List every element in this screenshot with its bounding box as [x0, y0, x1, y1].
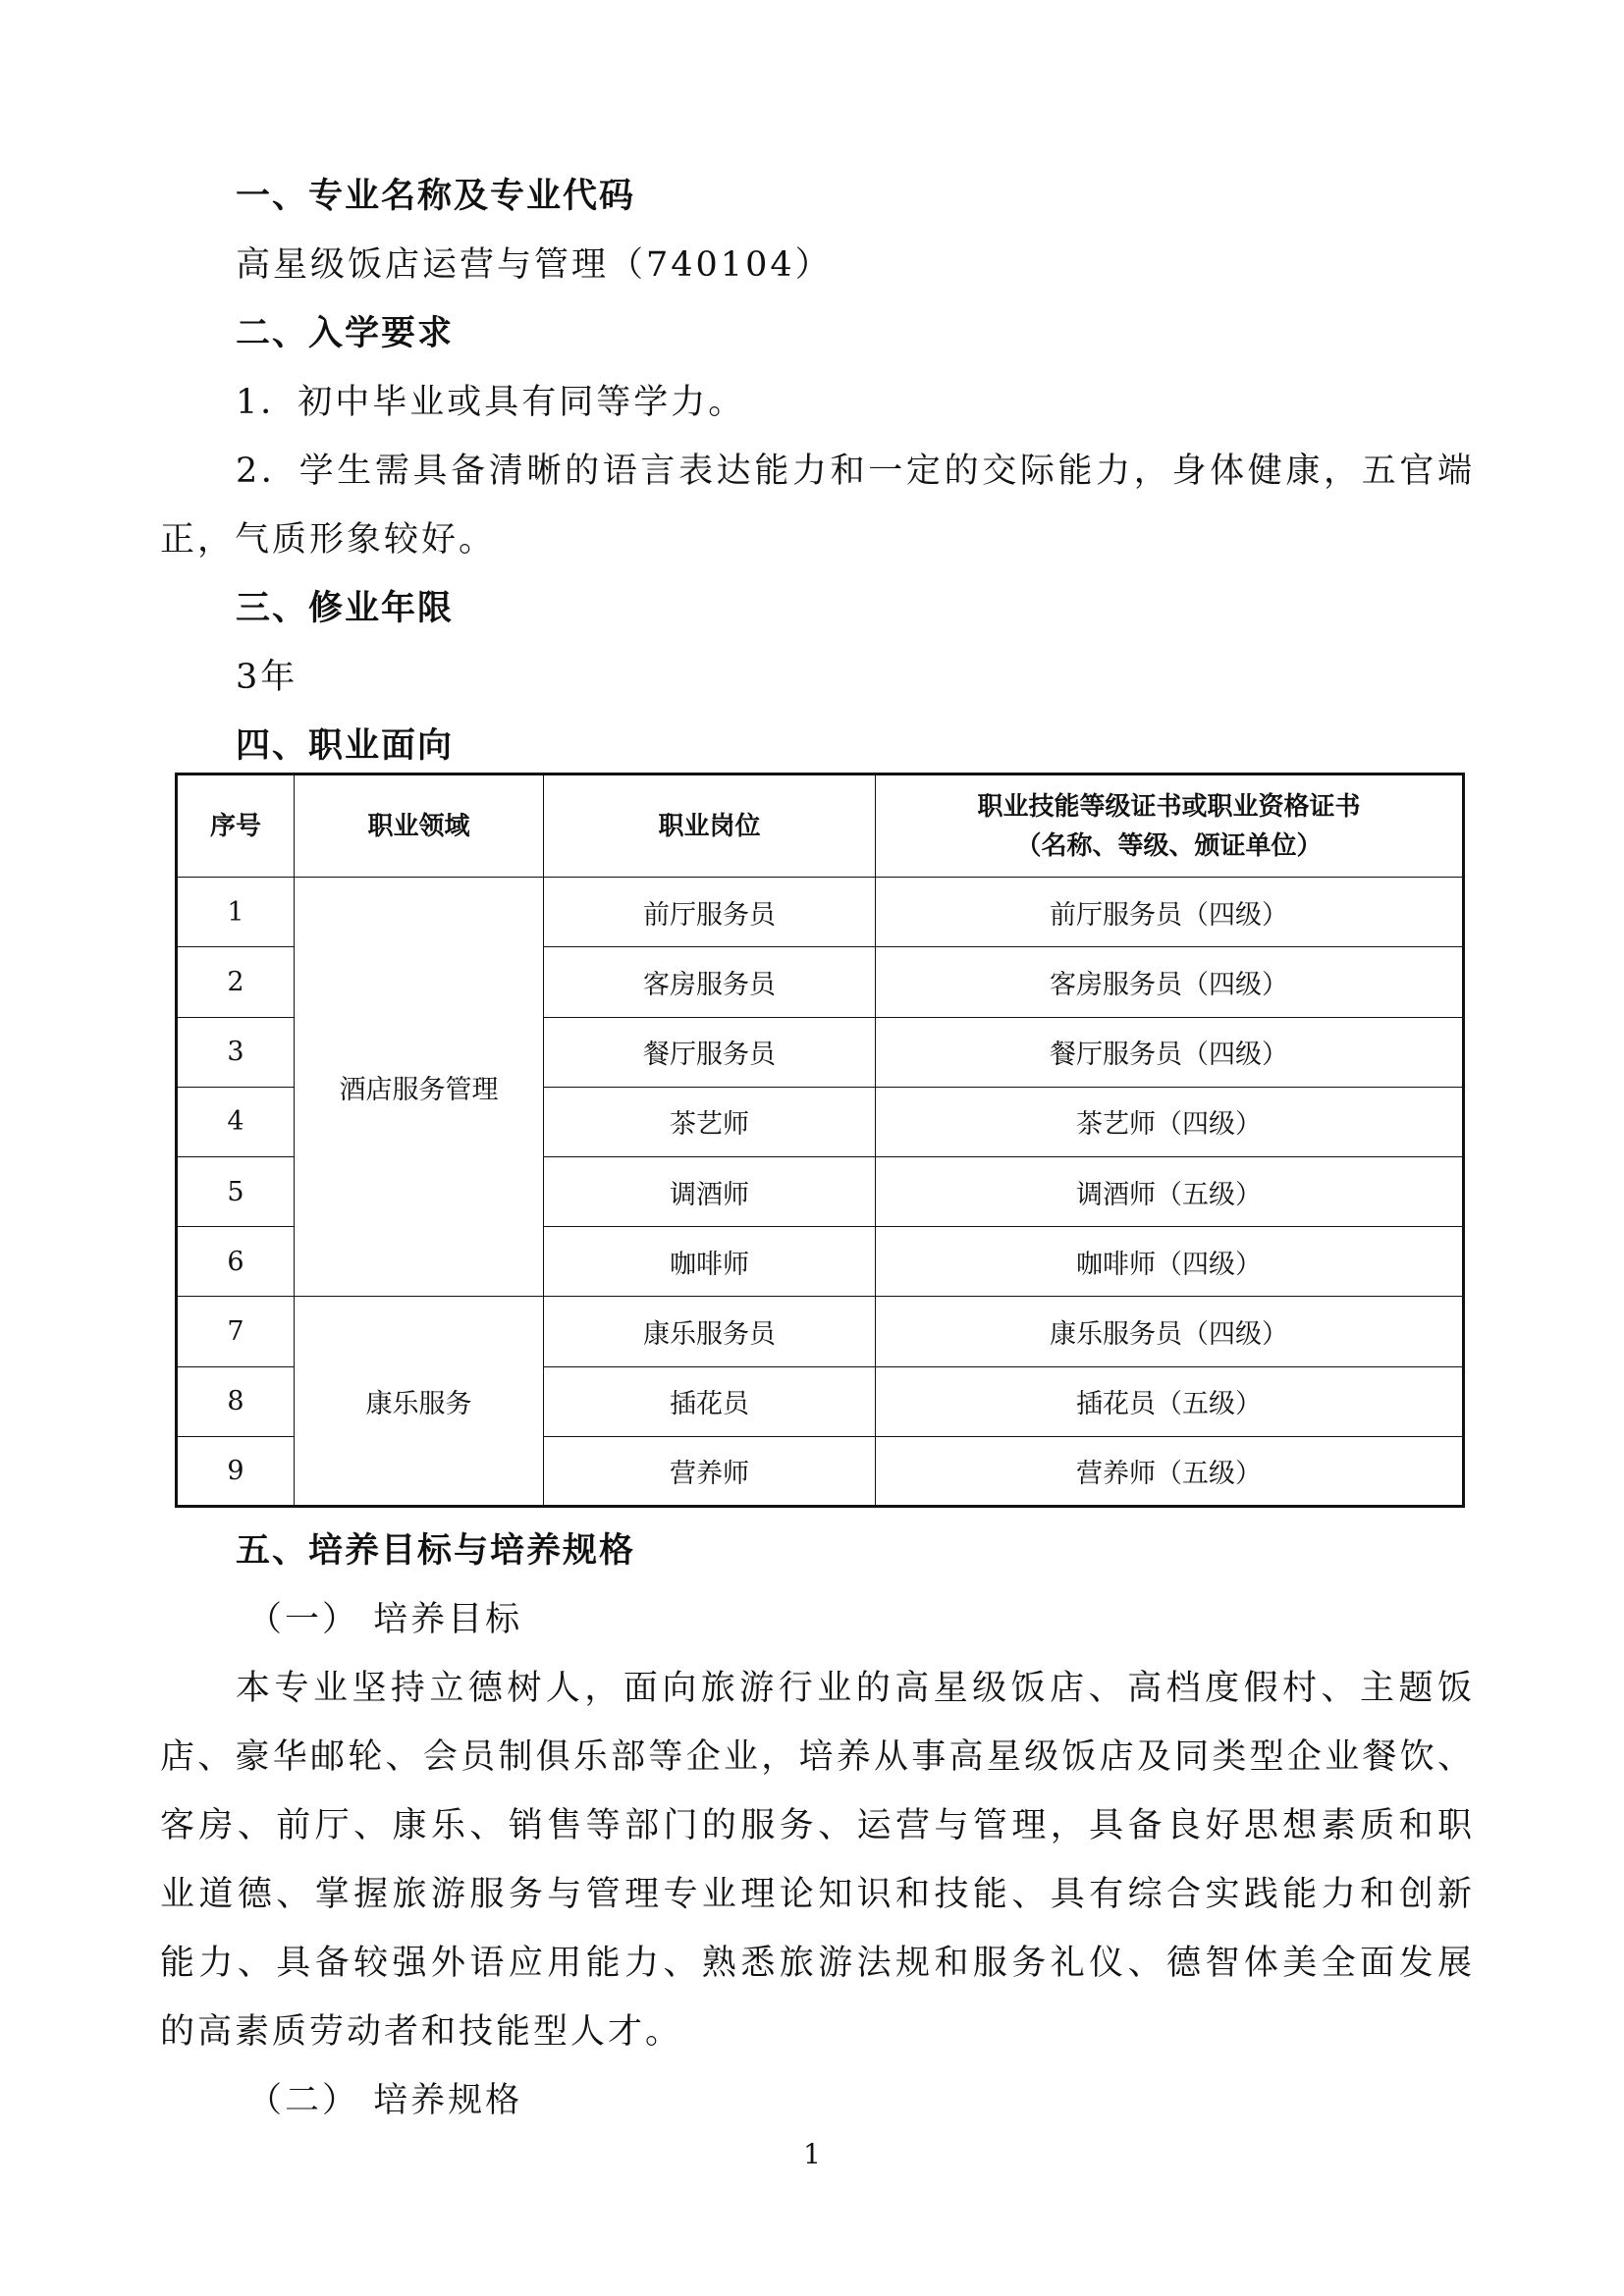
cell-post: 餐厅服务员 [544, 1017, 876, 1087]
goal-paragraph-line-1: 本专业坚持立德树人，面向旅游行业的高星级饭店、高档度假村、主题饭 [236, 1669, 1475, 1708]
page-number: 1 [803, 2138, 821, 2170]
section-1-heading: 一、专业名称及专业代码 [236, 177, 636, 216]
section-2-heading: 二、入学要求 [236, 314, 455, 353]
major-name-code: 高星级饭店运营与管理（740104） [236, 245, 833, 285]
cell-seq: 5 [177, 1157, 295, 1227]
cell-post: 咖啡师 [544, 1227, 876, 1297]
cell-post: 前厅服务员 [544, 878, 876, 947]
section-5-heading: 五、培养目标与培养规格 [236, 1531, 636, 1571]
cell-seq: 4 [177, 1087, 295, 1156]
occupation-table [175, 773, 1465, 1508]
cell-cert: 前厅服务员（四级） [876, 878, 1464, 947]
section-3-heading: 三、修业年限 [236, 589, 455, 628]
cell-cert: 咖啡师（四级） [876, 1227, 1464, 1297]
cell-seq: 8 [177, 1366, 295, 1436]
cell-field-group: 酒店服务管理 [295, 878, 544, 1297]
cell-cert: 营养师（五级） [876, 1436, 1464, 1506]
cell-post: 插花员 [544, 1366, 876, 1436]
cell-seq: 3 [177, 1017, 295, 1087]
requirement-item-1: 1．初中毕业或具有同等学力。 [236, 383, 746, 422]
cell-cert: 康乐服务员（四级） [876, 1297, 1464, 1366]
cell-field-group: 康乐服务 [295, 1297, 544, 1507]
cell-cert: 餐厅服务员（四级） [876, 1017, 1464, 1087]
goal-paragraph-line-3: 客房、前厅、康乐、销售等部门的服务、运营与管理，具备良好思想素质和职 [160, 1806, 1475, 1845]
header-field: 职业领域 [295, 774, 544, 878]
table-row [177, 1297, 1464, 1366]
cell-post: 客房服务员 [544, 947, 876, 1017]
cell-post: 调酒师 [544, 1157, 876, 1227]
cell-seq: 7 [177, 1297, 295, 1366]
cell-cert: 插花员（五级） [876, 1366, 1464, 1436]
requirement-item-2-line-2: 正，气质形象较好。 [160, 520, 497, 560]
study-duration: 3年 [236, 658, 298, 697]
requirement-item-2-line-1: 2．学生需具备清晰的语言表达能力和一定的交际能力，身体健康，五官端 [236, 452, 1475, 491]
subsection-goal-heading: （一） 培养目标 [247, 1600, 523, 1639]
goal-paragraph-line-5: 能力、具备较强外语应用能力、熟悉旅游法规和服务礼仪、德智体美全面发展 [160, 1944, 1475, 1983]
header-cert-line-2: （名称、等级、颁证单位） [1015, 830, 1323, 861]
cell-post: 营养师 [544, 1436, 876, 1506]
cell-cert: 客房服务员（四级） [876, 947, 1464, 1017]
goal-paragraph-line-4: 业道德、掌握旅游服务与管理专业理论知识和技能、具有综合实践能力和创新 [160, 1875, 1475, 1914]
subsection-spec-heading: （二） 培养规格 [247, 2081, 523, 2120]
cell-post: 康乐服务员 [544, 1297, 876, 1366]
goal-paragraph-line-2: 店、豪华邮轮、会员制俱乐部等企业，培养从事高星级饭店及同类型企业餐饮、 [160, 1737, 1475, 1777]
header-seq: 序号 [177, 774, 295, 878]
cell-seq: 1 [177, 878, 295, 947]
table-header-row [177, 774, 1464, 878]
header-post: 职业岗位 [544, 774, 876, 878]
section-4-heading: 四、职业面向 [236, 726, 455, 766]
goal-paragraph-line-6: 的高素质劳动者和技能型人才。 [160, 2012, 683, 2052]
table-row [177, 878, 1464, 947]
cell-seq: 2 [177, 947, 295, 1017]
cell-cert: 茶艺师（四级） [876, 1087, 1464, 1156]
header-cert-line-1: 职业技能等级证书或职业资格证书 [977, 791, 1361, 822]
header-cert [876, 774, 1464, 878]
cell-seq: 9 [177, 1436, 295, 1506]
cell-cert: 调酒师（五级） [876, 1157, 1464, 1227]
cell-post: 茶艺师 [544, 1087, 876, 1156]
cell-seq: 6 [177, 1227, 295, 1297]
